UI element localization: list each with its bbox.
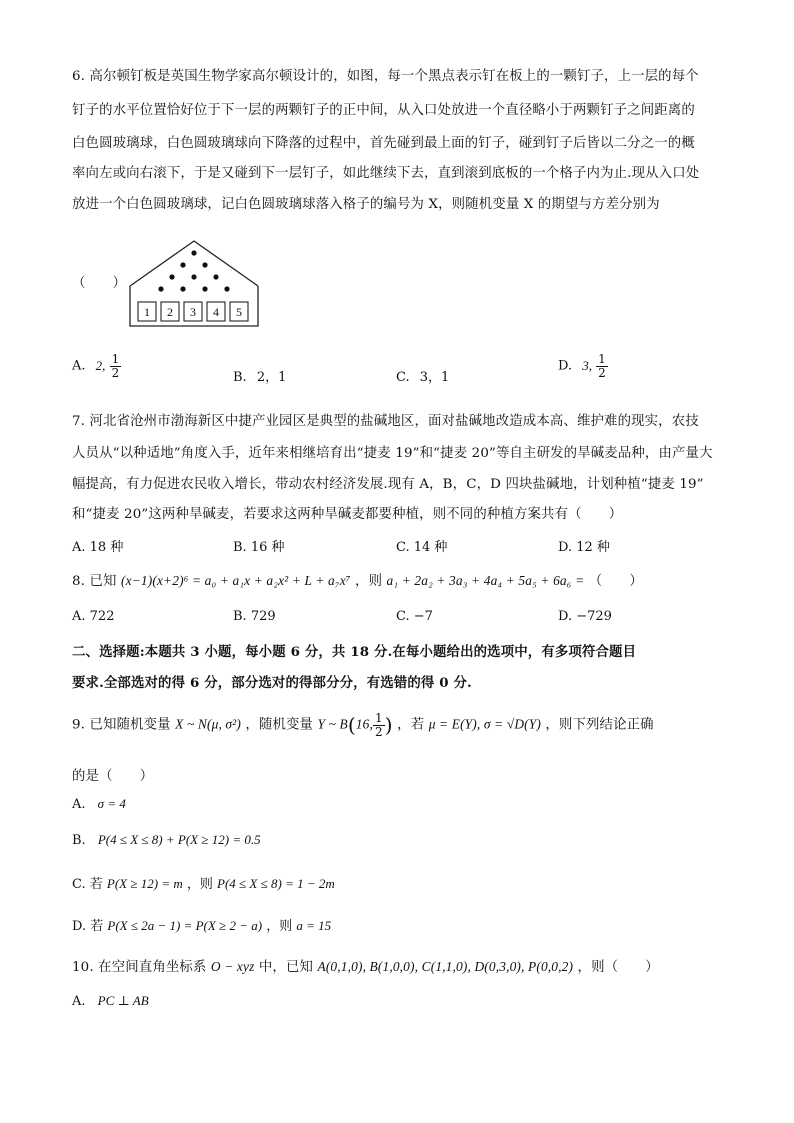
q9-binomial-n: 16, xyxy=(355,716,373,732)
q8-mid: ，则 xyxy=(355,574,383,589)
frac-num: 1 xyxy=(111,352,120,366)
q10-suffix: ，则（ ） xyxy=(577,960,659,975)
fraction-one-half xyxy=(373,712,385,738)
option-mid: ，则 xyxy=(266,919,293,934)
q9-option-d[interactable] xyxy=(72,915,331,934)
option-label: A. xyxy=(72,358,86,374)
q9-mid1: ，随机变量 xyxy=(245,717,314,733)
option-label: C. 若 xyxy=(72,877,103,892)
peg xyxy=(213,274,218,279)
frac-num: 1 xyxy=(598,352,606,366)
q8-option-c[interactable]: C. −7 xyxy=(396,609,433,624)
frac-den: 2 xyxy=(111,365,120,380)
option-label: A. xyxy=(72,994,86,1009)
q6-option-b[interactable] xyxy=(233,366,286,385)
q8-expansion: (x−1)(x+2)⁶ = a₀ + a₁x + a₂x² + L + a₇x⁷ xyxy=(121,573,351,588)
option-label: A. xyxy=(72,797,86,812)
q7-line-1: 7. 河北省沧州市渤海新区中捷产业园区是典型的盐碱地区，面对盐碱地改造成本高、维护难的现实，农技 xyxy=(72,414,699,429)
q10-points: A(0,1,0), B(1,0,0), C(1,1,0), D(0,3,0), P(0,0,2) xyxy=(317,959,574,974)
option-expr: P(X ≥ 12) = m xyxy=(106,876,183,891)
q6-line-3: 白色圆玻璃球，白色圆玻璃球向下降落的过程中，首先碰到最上面的钉子，碰到钉子后皆以二分之一的概 xyxy=(72,136,695,151)
q9-line-2: 的是（ ） xyxy=(72,769,154,784)
q6-line-1: 6. 高尔顿钉板是英国生物学家高尔顿设计的，如图，每一个黑点表示钉在板上的一颗钉子，上一层的每个 xyxy=(72,69,699,84)
q9-mid2: ，若 xyxy=(397,717,425,733)
q6-option-c[interactable] xyxy=(396,366,449,385)
q7-line-4: 和“捷麦 20”这两种旱碱麦，若要求这两种旱碱麦都要种植，则不同的种植方案共有（ ） xyxy=(72,507,623,522)
galton-board-figure xyxy=(128,238,260,328)
option-value: PC ⊥ AB xyxy=(97,993,149,1008)
slot-label: 3 xyxy=(190,305,196,319)
slot-label: 4 xyxy=(213,305,219,319)
q7-line-3: 幅提高，有力促进农民收入增长，带动农村经济发展.现有 A，B，C，D 四块盐碱地，计划种植“捷麦 19” xyxy=(72,477,704,492)
peg xyxy=(180,262,185,267)
slot-label: 1 xyxy=(144,305,150,319)
peg xyxy=(191,250,196,255)
q8-option-b[interactable]: B. 729 xyxy=(233,609,276,624)
q9-option-b[interactable] xyxy=(72,832,261,848)
q10-mid: 中，已知 xyxy=(258,960,314,975)
option-value: σ = 4 xyxy=(97,796,126,811)
q7-option-a[interactable]: A. 18 种 xyxy=(72,540,124,555)
section-2-heading-line-2: 要求.全部选对的得 6 分，部分选对的得部分分，有选错的得 0 分. xyxy=(72,675,472,691)
q9-binomial-dist: Y ~ B xyxy=(317,716,348,732)
q9-option-c[interactable] xyxy=(72,873,335,892)
q10-option-a[interactable] xyxy=(72,993,149,1009)
galton-pegs xyxy=(158,250,229,291)
q10-prefix: 10. 在空间直角坐标系 xyxy=(72,960,207,975)
fraction-one-half xyxy=(596,353,608,379)
q9-suffix: ，则下列结论正确 xyxy=(545,717,654,733)
q8-prefix: 8. 已知 xyxy=(72,574,117,589)
q9-option-a[interactable] xyxy=(72,796,126,812)
peg xyxy=(158,286,163,291)
q8-option-a[interactable]: A. 722 xyxy=(72,609,115,624)
option-value: 2, xyxy=(95,357,106,373)
q9-normal-dist: X ~ N(μ, σ²) xyxy=(175,716,241,732)
q9-mu-sigma: μ = E(Y), σ = √D(Y) xyxy=(428,716,541,732)
slot-label: 2 xyxy=(167,305,173,319)
fraction-one-half xyxy=(110,353,122,379)
q6-option-d[interactable] xyxy=(558,353,608,379)
q8-stem xyxy=(72,570,643,589)
peg xyxy=(202,286,207,291)
q8-target-sum: a₁ + 2a₂ + 3a₃ + 4a₄ + 5a₅ + 6a₆ = xyxy=(386,573,585,588)
option-value: 3, xyxy=(582,357,592,373)
option-label: D. 若 xyxy=(72,919,104,934)
q9-prefix: 9. 已知随机变量 xyxy=(72,717,171,733)
option-mid: ，则 xyxy=(186,877,213,892)
peg xyxy=(224,286,229,291)
peg xyxy=(169,274,174,279)
q6-answer-paren: （ ） xyxy=(72,276,127,291)
q7-line-2: 人员从“以种适地”角度入手，近年来相继培育出“捷麦 19”和“捷麦 20”等自主研发的旱碱麦品种，由产量大 xyxy=(72,446,713,461)
q8-option-d[interactable]: D. −729 xyxy=(558,609,612,624)
section-2-heading-line-1: 二、选择题:本题共 3 小题，每小题 6 分，共 18 分.在每小题给出的选项中，有多项符合题目 xyxy=(72,644,637,660)
peg xyxy=(191,274,196,279)
option-expr-2: a = 15 xyxy=(296,918,332,933)
q7-option-c[interactable]: C. 14 种 xyxy=(396,540,448,555)
option-value: 3，1 xyxy=(419,370,450,385)
option-label: B. xyxy=(233,370,247,385)
option-expr: P(X ≤ 2a − 1) = P(X ≥ 2 − a) xyxy=(107,918,263,933)
frac-num: 1 xyxy=(375,711,383,725)
q10-stem xyxy=(72,956,659,975)
frac-den: 2 xyxy=(375,724,383,739)
peg xyxy=(180,286,185,291)
q8-paren: （ ） xyxy=(588,574,643,589)
q6-line-4: 率向左或向右滚下，于是又碰到下一层钉子，如此继续下去，直到滚到底板的一个格子内为止.现从入口处 xyxy=(72,166,700,181)
option-label: B. xyxy=(72,833,86,848)
q6-line-5: 放进一个白色圆玻璃球，记白色圆玻璃球落入格子的编号为 X，则随机变量 X 的期望与方差分别为 xyxy=(72,197,660,212)
q6-option-a[interactable] xyxy=(72,353,121,379)
frac-den: 2 xyxy=(598,365,606,380)
q10-coord-system: O − xyz xyxy=(210,959,255,974)
q9-stem: 9. 已知随机变量 X ~ N(μ, σ²) ，随机变量 Y ~ B(16, $\frac{1}{2}$ ) ，若 μ = E(Y), σ = √D(Y) ，则下列结论正确 xyxy=(72,711,654,739)
option-label: C. xyxy=(396,370,410,385)
peg xyxy=(202,262,207,267)
option-expr-2: P(4 ≤ X ≤ 8) = 1 − 2m xyxy=(217,876,335,891)
q7-option-b[interactable]: B. 16 种 xyxy=(233,540,285,555)
q7-option-d[interactable]: D. 12 种 xyxy=(558,540,610,555)
option-value: P(4 ≤ X ≤ 8) + P(X ≥ 12) = 0.5 xyxy=(97,832,261,847)
option-value: 2，1 xyxy=(256,370,287,385)
slot-label: 5 xyxy=(236,305,242,319)
option-label: D. xyxy=(558,358,573,374)
q6-line-2: 钉子的水平位置恰好位于下一层的两颗钉子的正中间，从入口处放进一个直径略小于两颗钉子之间距离的 xyxy=(72,103,695,118)
